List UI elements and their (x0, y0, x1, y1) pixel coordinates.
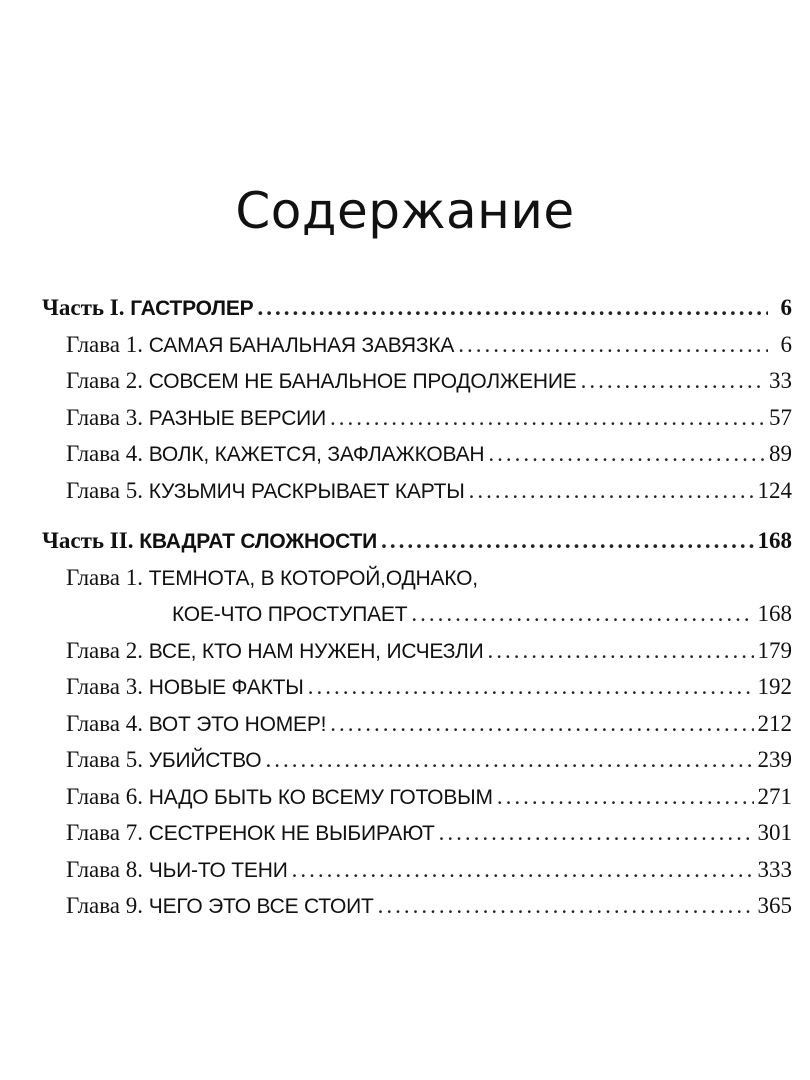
chapter-title: РАЗНЫЕ ВЕРСИИ (148, 406, 326, 430)
page-title: Содержание (235, 182, 575, 240)
page-number: 192 (757, 674, 792, 699)
chapter-label (172, 601, 407, 627)
chapter-title: НАДО БЫТЬ КО ВСЕМУ ГОТОВЫМ (148, 785, 493, 809)
chapter-prefix: Глава 9. (66, 893, 149, 918)
leader-dots (439, 820, 754, 846)
chapter-prefix: Глава 1. (66, 331, 149, 357)
leader-dots (581, 368, 765, 394)
page-number: 333 (757, 856, 792, 882)
chapter-label (66, 441, 484, 467)
part-prefix: Часть I. (42, 295, 131, 320)
chapter-title: ЧЕГО ЭТО ВСЕ СТОИТ (148, 895, 374, 918)
leader-dots (469, 478, 754, 504)
chapter-prefix: Глава 5. (66, 477, 149, 503)
toc-part-1 (42, 295, 792, 332)
chapter-title: НОВЫЕ ФАКТЫ (148, 676, 304, 699)
toc-chapter-1-5 (42, 478, 792, 515)
toc-part-2 (42, 528, 792, 565)
leader-dots (292, 857, 754, 883)
chapter-prefix: Глава 3. (66, 674, 149, 699)
leader-dots (257, 295, 768, 321)
chapter-label (66, 747, 261, 773)
chapter-title-continued: КОЕ-ЧТО ПРОСТУПАЕТ (172, 603, 408, 626)
part-title: КВАДРАТ СЛОЖНОСТИ (139, 530, 378, 553)
chapter-title: ВСЕ, КТО НАМ НУЖЕН, ИСЧЕЗЛИ (148, 639, 484, 663)
page-number: 271 (757, 783, 792, 809)
toc-chapter-1-4 (42, 441, 792, 478)
chapter-prefix: Глава 1. (66, 564, 149, 590)
leader-dots (497, 784, 754, 810)
chapter-label (66, 893, 374, 919)
page-number: 239 (757, 747, 792, 772)
toc-chapter-2-5 (42, 747, 792, 784)
page-number: 301 (757, 820, 792, 845)
chapter-title: КУЗЬМИЧ РАСКРЫВАЕТ КАРТЫ (148, 479, 465, 503)
toc-chapter-2-9 (42, 893, 792, 930)
chapter-label (66, 857, 288, 883)
page-number: 6 (780, 295, 792, 320)
chapter-prefix: Глава 4. (66, 710, 149, 736)
chapter-title: СЕСТРЕНОК НЕ ВЫБИРАЮТ (148, 822, 435, 845)
toc-chapter-2-2 (42, 638, 792, 675)
leader-dots (330, 405, 765, 431)
chapter-label (66, 711, 326, 737)
toc-chapter-1-2 (42, 368, 792, 405)
page-number: 124 (757, 477, 792, 503)
chapter-title: САМАЯ БАНАЛЬНАЯ ЗАВЯЗКА (148, 333, 455, 357)
chapter-label (66, 820, 435, 846)
chapter-label (66, 405, 326, 431)
page-number: 57 (769, 404, 792, 430)
toc-chapter-1-1 (42, 332, 792, 369)
page-number: 168 (757, 601, 792, 626)
chapter-label (66, 565, 478, 591)
chapter-title: УБИЙСТВО (148, 749, 262, 772)
page-number: 89 (769, 441, 792, 466)
leader-dots (330, 711, 753, 737)
page-number: 179 (757, 637, 792, 663)
part-label (42, 295, 253, 321)
chapter-prefix: Глава 2. (66, 368, 149, 393)
leader-dots (458, 332, 768, 358)
chapter-title: ВОТ ЭТО НОМЕР! (148, 712, 327, 736)
page-number: 6 (780, 331, 792, 357)
chapter-title: ЧЬИ-ТО ТЕНИ (148, 858, 288, 882)
toc-chapter-2-1 (42, 565, 792, 602)
chapter-label (66, 368, 577, 394)
part-title: ГАСТРОЛЕР (130, 297, 254, 320)
toc-chapter-2-3 (42, 674, 792, 711)
page-number: 212 (757, 710, 792, 736)
leader-dots (487, 638, 753, 664)
part-prefix: Часть II. (42, 528, 140, 553)
leader-dots (381, 528, 753, 554)
chapter-prefix: Глава 2. (66, 637, 149, 663)
toc-chapter-2-1-continued (42, 601, 792, 638)
page-number: 168 (757, 528, 792, 553)
chapter-prefix: Глава 4. (66, 441, 149, 466)
chapter-label (66, 332, 454, 358)
chapter-label (66, 638, 483, 664)
chapter-prefix: Глава 3. (66, 404, 149, 430)
part-label (42, 528, 377, 554)
toc-chapter-1-3 (42, 405, 792, 442)
chapter-title: ВОЛК, КАЖЕТСЯ, ЗАФЛАЖКОВАН (148, 443, 485, 466)
page-number: 365 (757, 893, 792, 918)
toc-chapter-2-6 (42, 784, 792, 821)
toc-chapter-2-7 (42, 820, 792, 857)
toc-chapter-2-8 (42, 857, 792, 894)
chapter-prefix: Глава 7. (66, 820, 149, 845)
chapter-prefix: Глава 6. (66, 783, 149, 809)
leader-dots (411, 601, 753, 627)
leader-dots (265, 747, 753, 773)
page-number: 33 (769, 368, 792, 393)
chapter-label (66, 674, 304, 700)
leader-dots (378, 893, 754, 919)
chapter-label (66, 478, 465, 504)
table-of-contents (42, 295, 792, 930)
chapter-title: СОВСЕМ НЕ БАНАЛЬНОЕ ПРОДОЛЖЕНИЕ (148, 370, 577, 393)
chapter-title: ТЕМНОТА, В КОТОРОЙ,ОДНАКО, (148, 566, 478, 590)
leader-dots (308, 674, 754, 700)
chapter-label (66, 784, 493, 810)
chapter-prefix: Глава 8. (66, 856, 149, 882)
toc-chapter-2-4 (42, 711, 792, 748)
leader-dots (488, 441, 765, 467)
chapter-prefix: Глава 5. (66, 747, 149, 772)
